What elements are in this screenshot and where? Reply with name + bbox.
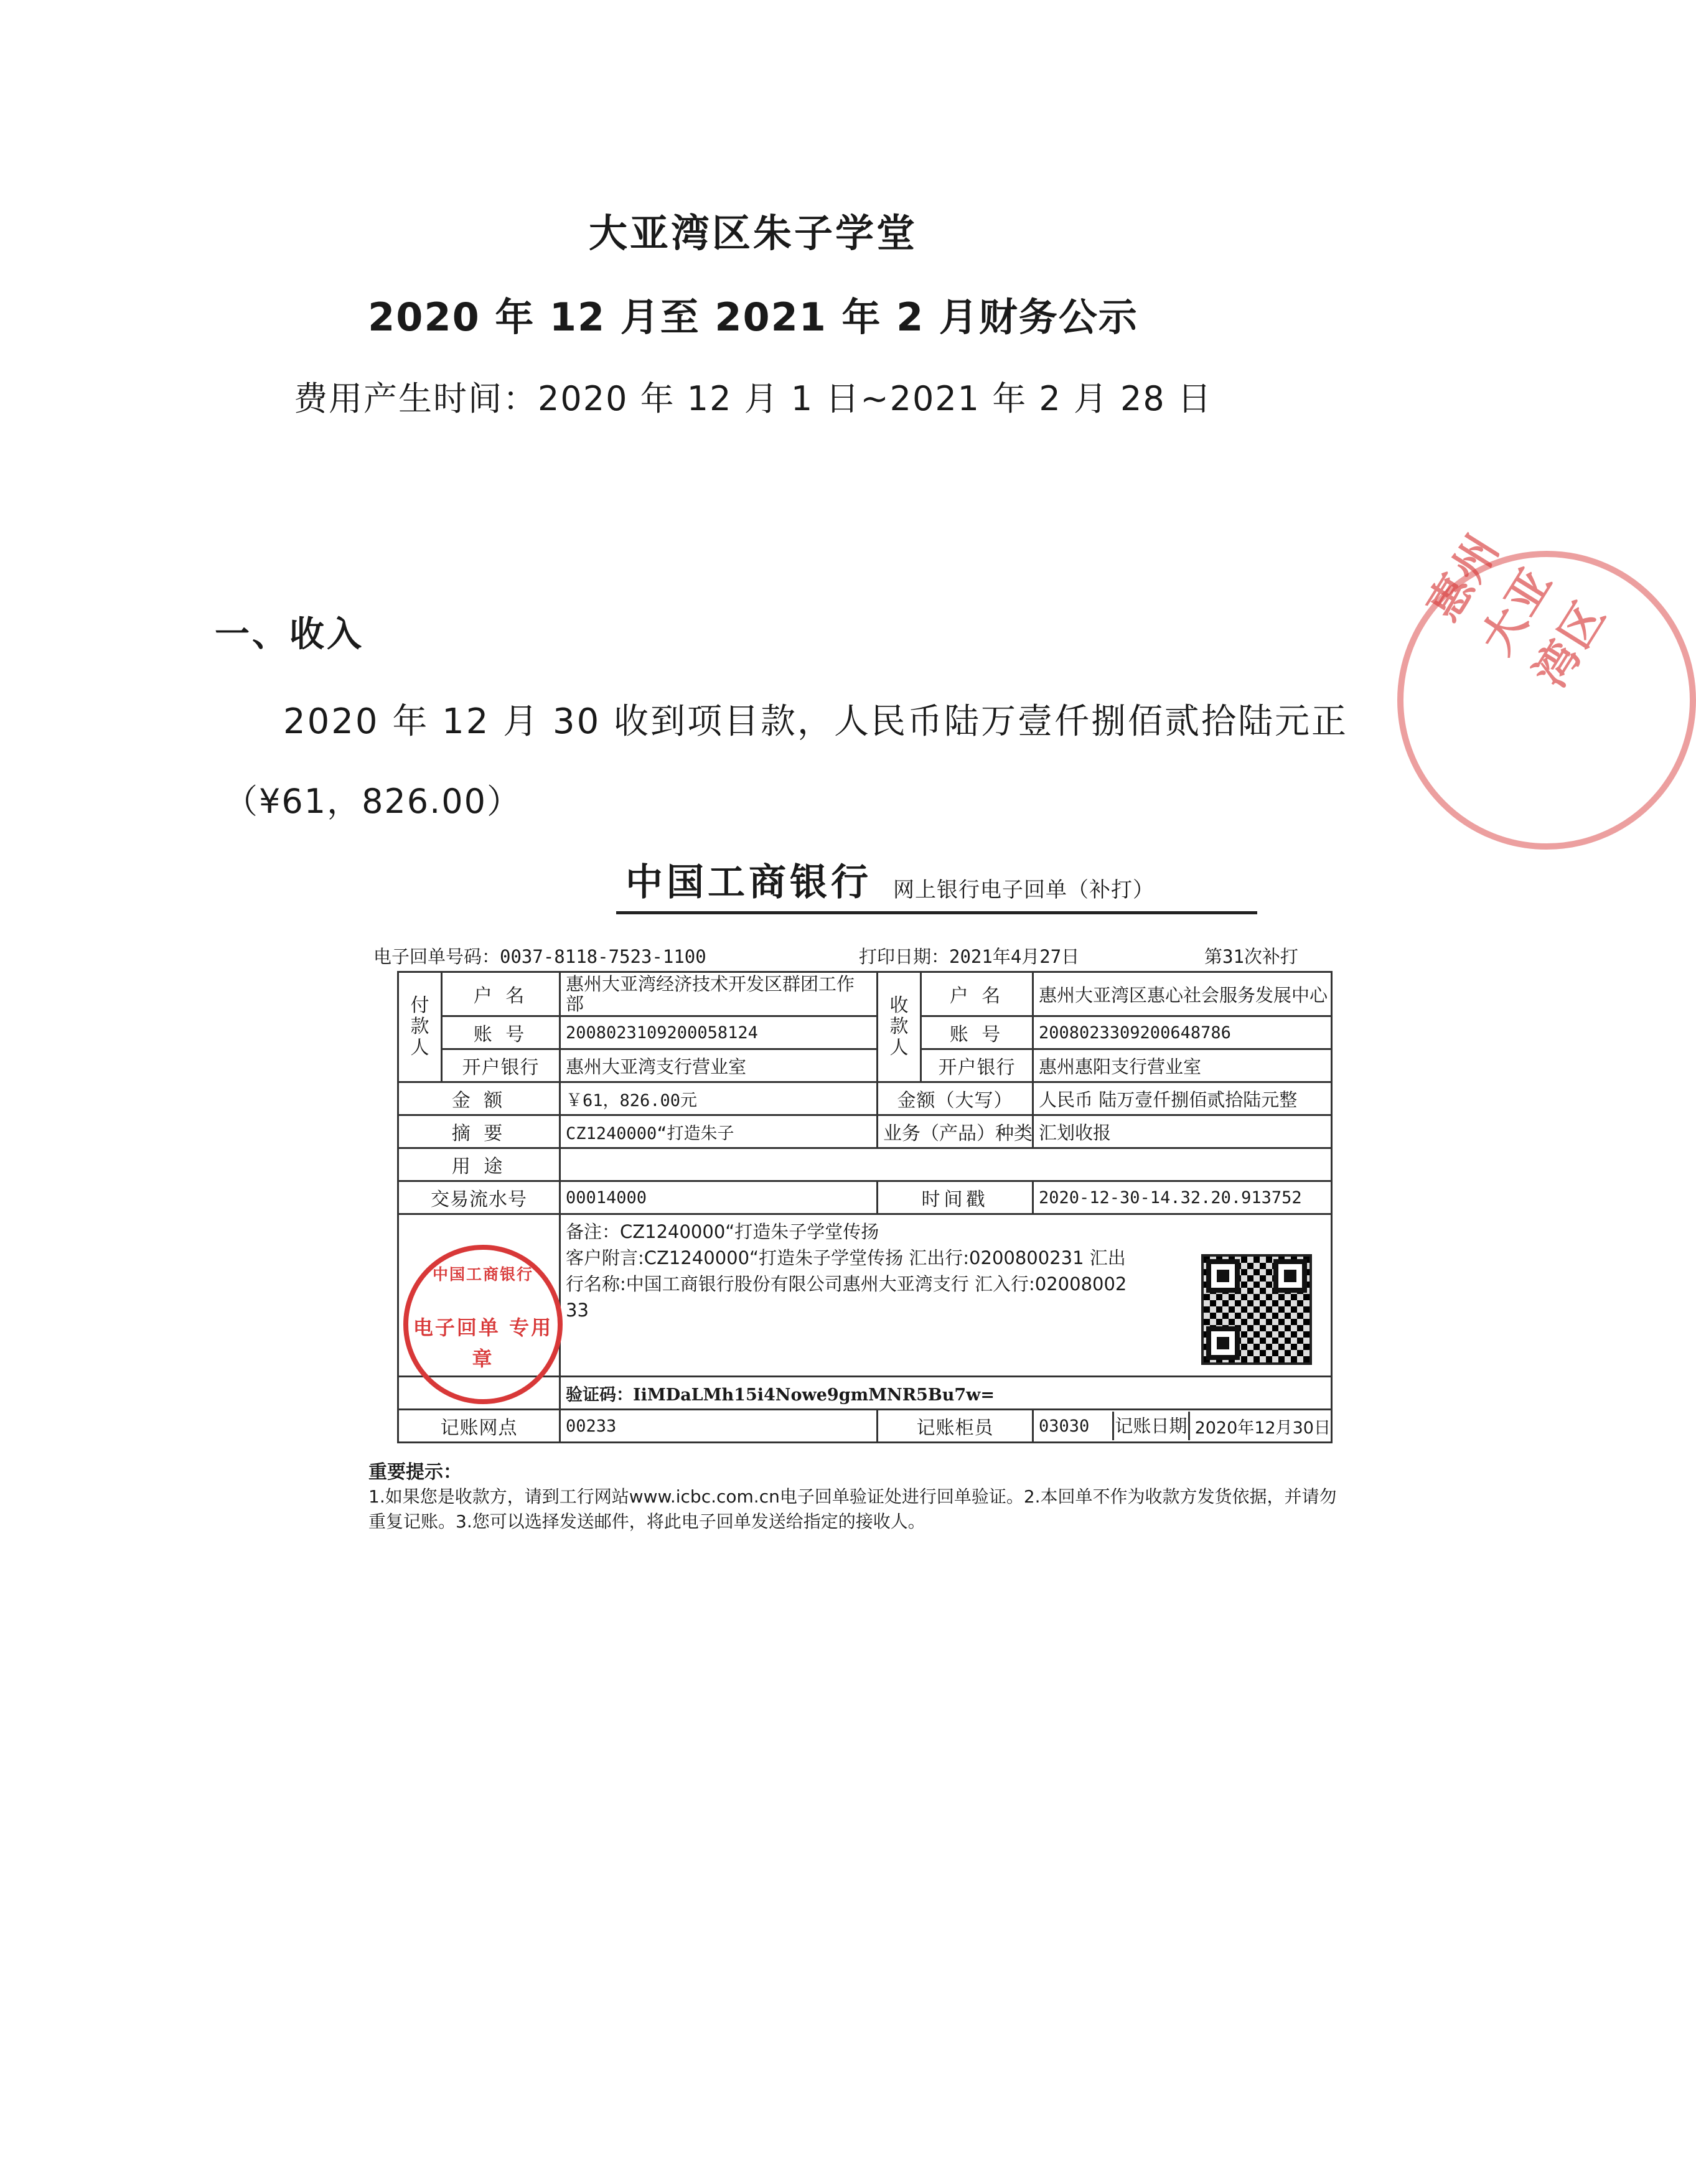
- qr-finder: [1206, 1326, 1240, 1360]
- purpose-label: 用 途: [398, 1148, 560, 1181]
- org-title: 大亚湾区朱子学堂: [588, 210, 917, 256]
- income-amount: （¥61，826.00）: [224, 782, 522, 821]
- timestamp-label: 时间戳: [878, 1181, 1033, 1214]
- serial-value: 00014000: [560, 1181, 878, 1214]
- table-row: [398, 1082, 1332, 1115]
- table-row: [398, 972, 1332, 1016]
- branch-label: 记账网点: [398, 1410, 560, 1443]
- business-type-value: 汇划收报: [1033, 1115, 1332, 1148]
- payee-bank: 惠州惠阳支行营业室: [1033, 1049, 1332, 1082]
- verify-code: 验证码：IiMDaLMh15i4Nowe9gmMNR5Bu7w=: [560, 1377, 1332, 1410]
- teller-post-cell: [1033, 1410, 1332, 1443]
- amount-value: ￥61，826.00元: [560, 1082, 878, 1115]
- branch-value: 00233: [560, 1410, 878, 1443]
- print-date: 打印日期：2021年4月27日: [859, 946, 1080, 967]
- payee-account: 2008023309200648786: [1033, 1016, 1332, 1049]
- amount-upper-label: 金额（大写）: [878, 1082, 1033, 1115]
- bank-name: 中国工商银行: [625, 861, 872, 904]
- income-section-title: 一、收入: [215, 614, 364, 655]
- receipt-seal: [403, 1245, 563, 1404]
- table-row: [398, 1148, 1332, 1181]
- table-row: [398, 1049, 1332, 1082]
- qr-finder: [1206, 1259, 1240, 1293]
- teller-label: 记账柜员: [878, 1410, 1033, 1443]
- reprint-count: 第31次补打: [1204, 946, 1298, 967]
- income-description: 2020 年 12 月 30 收到项目款，人民币陆万壹仟捌佰贰拾陆元正: [283, 701, 1349, 742]
- receipt-subtitle: 网上银行电子回单（补打）: [893, 878, 1155, 902]
- remarks-line: 行名称:中国工商银行股份有限公司惠州大亚湾支行 汇入行:02008002: [566, 1273, 1127, 1295]
- payer-bank-label: 开户银行: [442, 1049, 560, 1082]
- tips-title: 重要提示：: [368, 1461, 462, 1483]
- payer-label: 付款人: [398, 972, 442, 1082]
- teller-value: 03030: [1039, 1416, 1090, 1436]
- payer-account: 2008023109200058124: [560, 1016, 878, 1049]
- post-date-value: 2020年12月30日: [1194, 1418, 1331, 1438]
- document-title: 2020 年 12 月至 2021 年 2 月财务公示: [368, 294, 1138, 340]
- timestamp-value: 2020-12-30-14.32.20.913752: [1033, 1181, 1332, 1214]
- table-row: [398, 1016, 1332, 1049]
- qr-finder: [1273, 1259, 1307, 1293]
- expense-period: 费用产生时间：2020 年 12 月 1 日~2021 年 2 月 28 日: [294, 379, 1212, 418]
- summary-value: CZ1240000“打造朱子: [560, 1115, 878, 1148]
- tips-text: 1.如果您是收款方，请到工行网站www.icbc.com.cn电子回单验证处进行回单验证。2.本回单不作为收款方发货依据，并请勿重复记账。3.您可以选择发送邮件，将此电子回单发送给指定的接收人。: [368, 1486, 1337, 1532]
- table-row: [398, 1181, 1332, 1214]
- payee-account-label: 账 号: [921, 1016, 1033, 1049]
- business-type-label: 业务（产品）种类: [878, 1115, 1033, 1148]
- receipt-seal-text: 电子回单 专用章: [413, 1316, 553, 1371]
- payer-name: 惠州大亚湾经济技术开发区群团工作部: [560, 972, 878, 1016]
- remarks-line: 33: [566, 1300, 589, 1321]
- payee-bank-label: 开户银行: [921, 1049, 1033, 1082]
- payee-name-label: 户 名: [921, 972, 1033, 1016]
- payer-name-label: 户 名: [442, 972, 560, 1016]
- receipt-seal-bank: 中国工商银行: [432, 1265, 533, 1283]
- amount-label: 金 额: [398, 1082, 560, 1115]
- summary-label: 摘 要: [398, 1115, 560, 1148]
- payer-bank: 惠州大亚湾支行营业室: [560, 1049, 878, 1082]
- remarks-line: 备注：CZ1240000“打造朱子学堂传扬: [566, 1221, 879, 1242]
- payer-account-label: 账 号: [442, 1016, 560, 1049]
- payee-name: 惠州大亚湾区惠心社会服务发展中心: [1033, 972, 1332, 1016]
- purpose-value: [560, 1148, 1332, 1181]
- post-date-label: 记账日期: [1112, 1412, 1189, 1440]
- serial-label: 交易流水号: [398, 1181, 560, 1214]
- payee-label: 收款人: [878, 972, 921, 1082]
- amount-upper-value: 人民币 陆万壹仟捌佰贰拾陆元整: [1033, 1082, 1332, 1115]
- remarks-line: 客户附言:CZ1240000“打造朱子学堂传扬 汇出行:0200800231 汇出: [566, 1247, 1126, 1268]
- header-rule: [616, 911, 1257, 914]
- qr-code: [1201, 1254, 1312, 1365]
- table-row: [398, 1410, 1332, 1443]
- receipt-number: 电子回单号码：0037-8118-7523-1100: [373, 946, 706, 967]
- organization-seal-text: 惠州大亚湾区: [1417, 524, 1616, 696]
- table-row: [398, 1115, 1332, 1148]
